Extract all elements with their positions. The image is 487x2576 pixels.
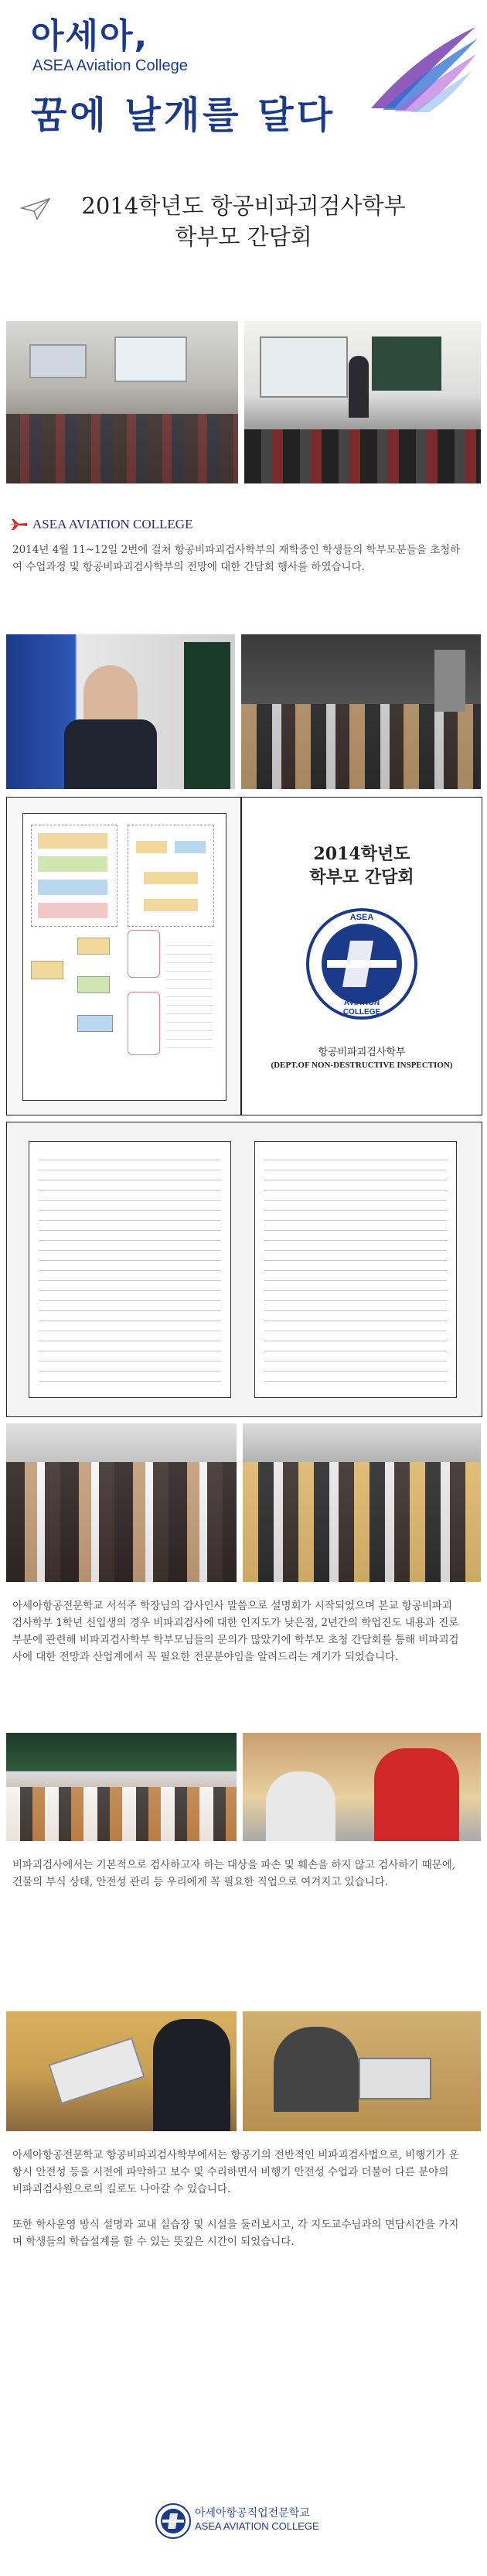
lab-tour-photo bbox=[6, 1733, 237, 1841]
footer-college-name-english: ASEA AVIATION COLLEGE bbox=[195, 2520, 319, 2532]
seal-text-top: ASEA bbox=[349, 913, 374, 922]
cover-title-line2: 학부모 간담회 bbox=[309, 867, 414, 887]
page-title-line1: 2014학년도 항공비파괴검사학부 bbox=[81, 193, 406, 219]
cover-title-line1: 2014학년도 bbox=[313, 844, 410, 864]
paragraph-nondestructive: 비파괴검사에서는 기본적으로 검사하고자 하는 대상을 파손 및 훼손을 하지 않고 검사하기 때문에, 건물의 부식 상태, 안전성 관리 등 우리에게 꼭 필요한 직업으로 여겨지고 있습니다. bbox=[12, 1859, 456, 1888]
parents-audience-photo-left bbox=[6, 1423, 237, 1582]
equipment-photo-left bbox=[6, 2011, 237, 2131]
page-title-line2: 학부모 간담회 bbox=[175, 224, 312, 250]
booklet-cover bbox=[241, 797, 482, 1115]
slogan: 꿈에 날개를 달다 bbox=[31, 94, 335, 137]
paragraph-curriculum: 아세아항공전문학교 항공비파괴검사학부에서는 항공기의 전반적인 비파괴검사법으로, 비행기가 운항시 안전성 등을 시전에 파악하고 보수 및 수리하면서 비행기 안전성 수업과 더불어 다른 분야의 비파괴검사원으로의 길로도 나아갈 수 있습니다. bbox=[12, 2149, 459, 2195]
airplane-icon bbox=[8, 518, 28, 531]
intro-paragraph: 2014년 4월 11~12일 2번에 걸쳐 항공비파괴검사학부의 재학중인 학생들의 학부모분들을 초청하여 수업과정 및 항공비파괴검사학부의 전망에 대한 간담회 행사를 하였습니다. bbox=[12, 544, 461, 573]
seal-text-bottom2: COLLEGE bbox=[342, 1008, 381, 1016]
footer-college-name-korean: 아세아항공직업전문학교 bbox=[195, 2507, 310, 2520]
paragraph-welcome: 아세아항공전문학교 서석주 학장님의 감사인사 말씀으로 설명회가 시작되었으며 본교 항공비파괴검사학부 1학년 신입생의 경우 비파괴검사에 대한 인지도가 낮은점, 2년간의 학업진도 내용과 진로부분에 관련해 비파괴검사학부 학부모님들의 문의가 많았기에 학부모 초청 간담회를 통해 비파괴검사에 대한 전망과 산업계에서 꼭 필요한 전문분야임을 알려드리는 계기가 되었습니다. bbox=[12, 1600, 459, 1663]
footer-college-logo-icon bbox=[155, 2503, 192, 2540]
booklet-text-pages bbox=[6, 1122, 482, 1417]
seal-text-bottom1: AVIATION bbox=[343, 999, 380, 1007]
department-english: (DEPT.OF NON-DESTRUCTIVE INSPECTION) bbox=[271, 1061, 453, 1070]
brand-name-korean: 아세아, bbox=[31, 16, 149, 56]
equipment-photo-right bbox=[243, 2011, 481, 2131]
demonstration-photo bbox=[243, 1733, 481, 1841]
college-seal-icon bbox=[304, 906, 420, 1022]
parents-audience-photo-right bbox=[243, 1423, 481, 1582]
paragraph-closing: 또한 학사운영 방식 설명과 교내 실습장 및 시설을 둘러보시고, 각 지도교수님과의 면담시간을 가지며 학생들의 학습설계를 할 수 있는 뜻깊은 시간이 되었습니다. bbox=[12, 2219, 459, 2248]
brand-name-english: ASEA Aviation College bbox=[32, 57, 188, 74]
audience-photo bbox=[241, 634, 481, 789]
booklet-page-diagram bbox=[6, 797, 241, 1115]
section-heading: ASEA AVIATION COLLEGE bbox=[32, 517, 193, 531]
presenter-photo bbox=[244, 321, 481, 483]
classroom-photo bbox=[6, 321, 238, 483]
speaker-photo bbox=[6, 634, 235, 789]
wing-logo-icon bbox=[363, 23, 479, 116]
department-korean: 항공비파괴검사학부 bbox=[318, 1047, 406, 1058]
